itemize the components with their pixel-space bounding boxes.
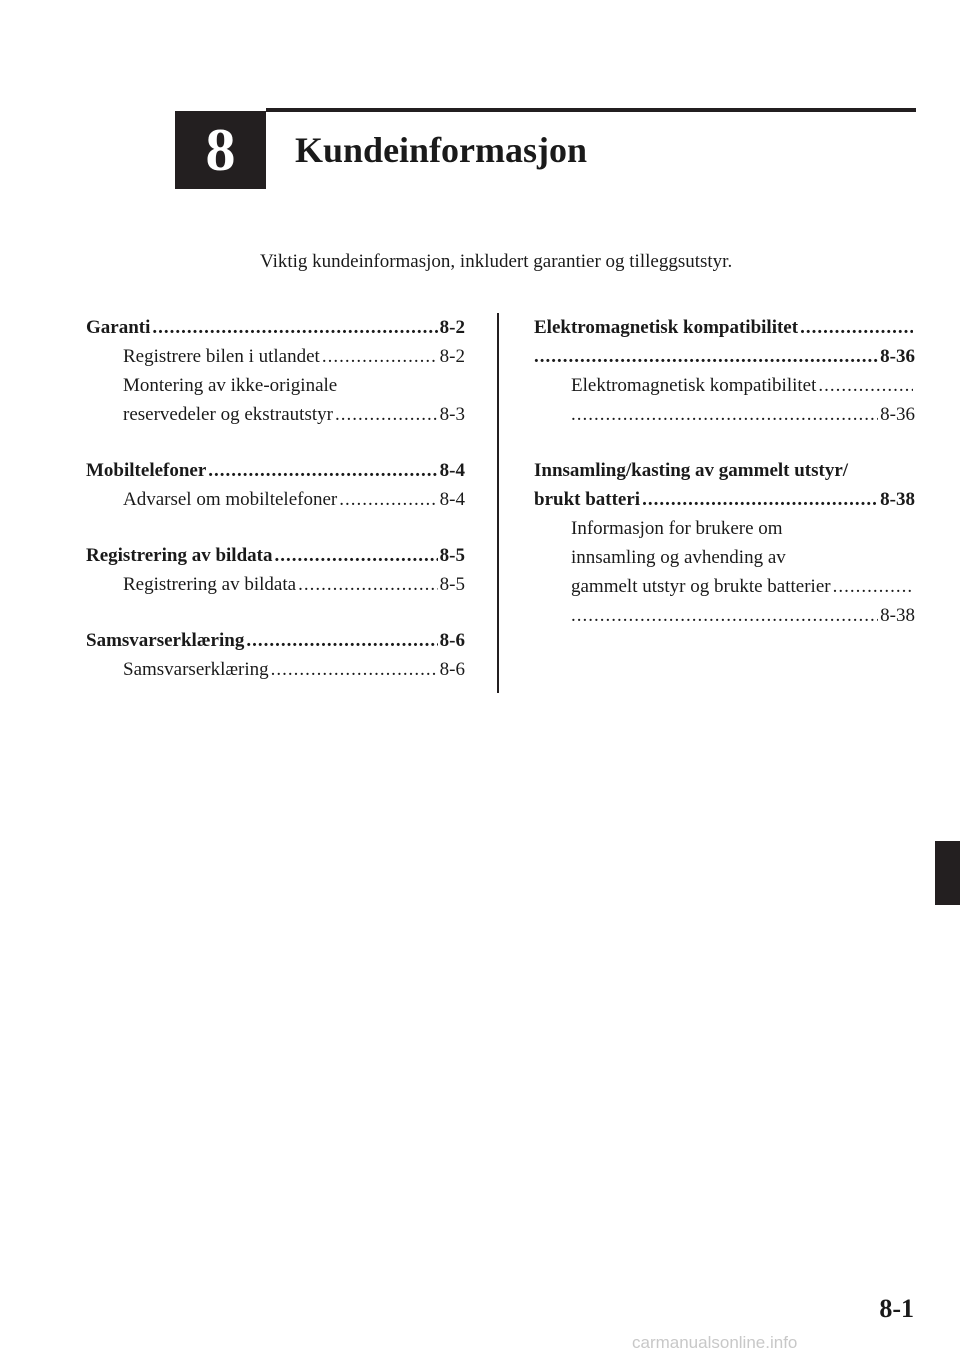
toc-subentry-montering-cont[interactable]: reservedeler og ekstrautstyr ..... 8-3 <box>86 400 465 429</box>
toc-entry-innsamling-cont[interactable]: brukt batteri ..... 8-38 <box>534 485 915 514</box>
toc-subentry-informasjon[interactable]: Informasjon for brukere om <box>571 518 783 539</box>
toc-section <box>86 313 465 429</box>
chapter-number-box <box>175 111 266 189</box>
toc-entry-mobiltelefoner[interactable]: Mobiltelefoner ..... 8-4 <box>86 456 465 485</box>
toc-entry-registrering-bildata[interactable]: Registrering av bildata ..... 8-5 <box>86 541 465 570</box>
column-divider <box>497 313 499 693</box>
toc-subentry-informasjon-3[interactable]: gammelt utstyr og brukte batterier ..... <box>534 572 915 601</box>
toc-subentry-informasjon-2[interactable]: innsamling og avhending av <box>571 547 786 568</box>
toc-subentry-montering[interactable]: Montering av ikke-originale <box>123 375 338 396</box>
toc-section <box>86 541 465 599</box>
toc-subentry-elektromagnetisk[interactable]: Elektromagnetisk kompatibilitet ..... <box>534 371 915 400</box>
chapter-edge-tab <box>935 841 960 905</box>
toc-subentry-registrering-bildata[interactable]: Registrering av bildata ..... 8-5 <box>86 570 465 599</box>
toc-entry-samsvarserklaering[interactable]: Samsvarserklæring ..... 8-6 <box>86 626 465 655</box>
toc-section <box>86 456 465 514</box>
toc-subentry-samsvarserklaering[interactable]: Samsvarserklæring ..... 8-6 <box>86 655 465 684</box>
toc-entry-garanti[interactable]: Garanti ..... 8-2 <box>86 313 465 342</box>
toc-subentry-registrere-bilen[interactable]: Registrere bilen i utlandet ..... 8-2 <box>86 342 465 371</box>
chapter-header-rule <box>266 108 916 112</box>
toc-subentry-informasjon-page[interactable]: ..... 8-38 <box>534 601 915 630</box>
chapter-intro: Viktig kundeinformasjon, inkludert garantier og tilleggsutstyr. <box>260 251 733 272</box>
toc-subentry-elektromagnetisk-page[interactable]: ..... 8-36 <box>534 400 915 429</box>
watermark: carmanualsonline.info <box>632 1333 798 1352</box>
toc-section <box>534 456 915 630</box>
toc-section <box>534 313 915 429</box>
page-number: 8-1 <box>879 1294 914 1323</box>
toc-right-column <box>534 313 915 657</box>
toc-left-column <box>86 313 465 711</box>
toc-section <box>86 626 465 684</box>
toc-entry-elektromagnetisk-page[interactable]: ..... 8-36 <box>534 342 915 371</box>
chapter-title: Kundeinformasjon <box>295 130 588 170</box>
chapter-number: 8 <box>205 117 236 183</box>
toc-subentry-advarsel-mobil[interactable]: Advarsel om mobiltelefoner ..... 8-4 <box>86 485 465 514</box>
toc-entry-elektromagnetisk[interactable]: Elektromagnetisk kompatibilitet ..... <box>534 313 915 342</box>
toc-entry-innsamling[interactable]: Innsamling/kasting av gammelt utstyr/ <box>534 460 849 481</box>
